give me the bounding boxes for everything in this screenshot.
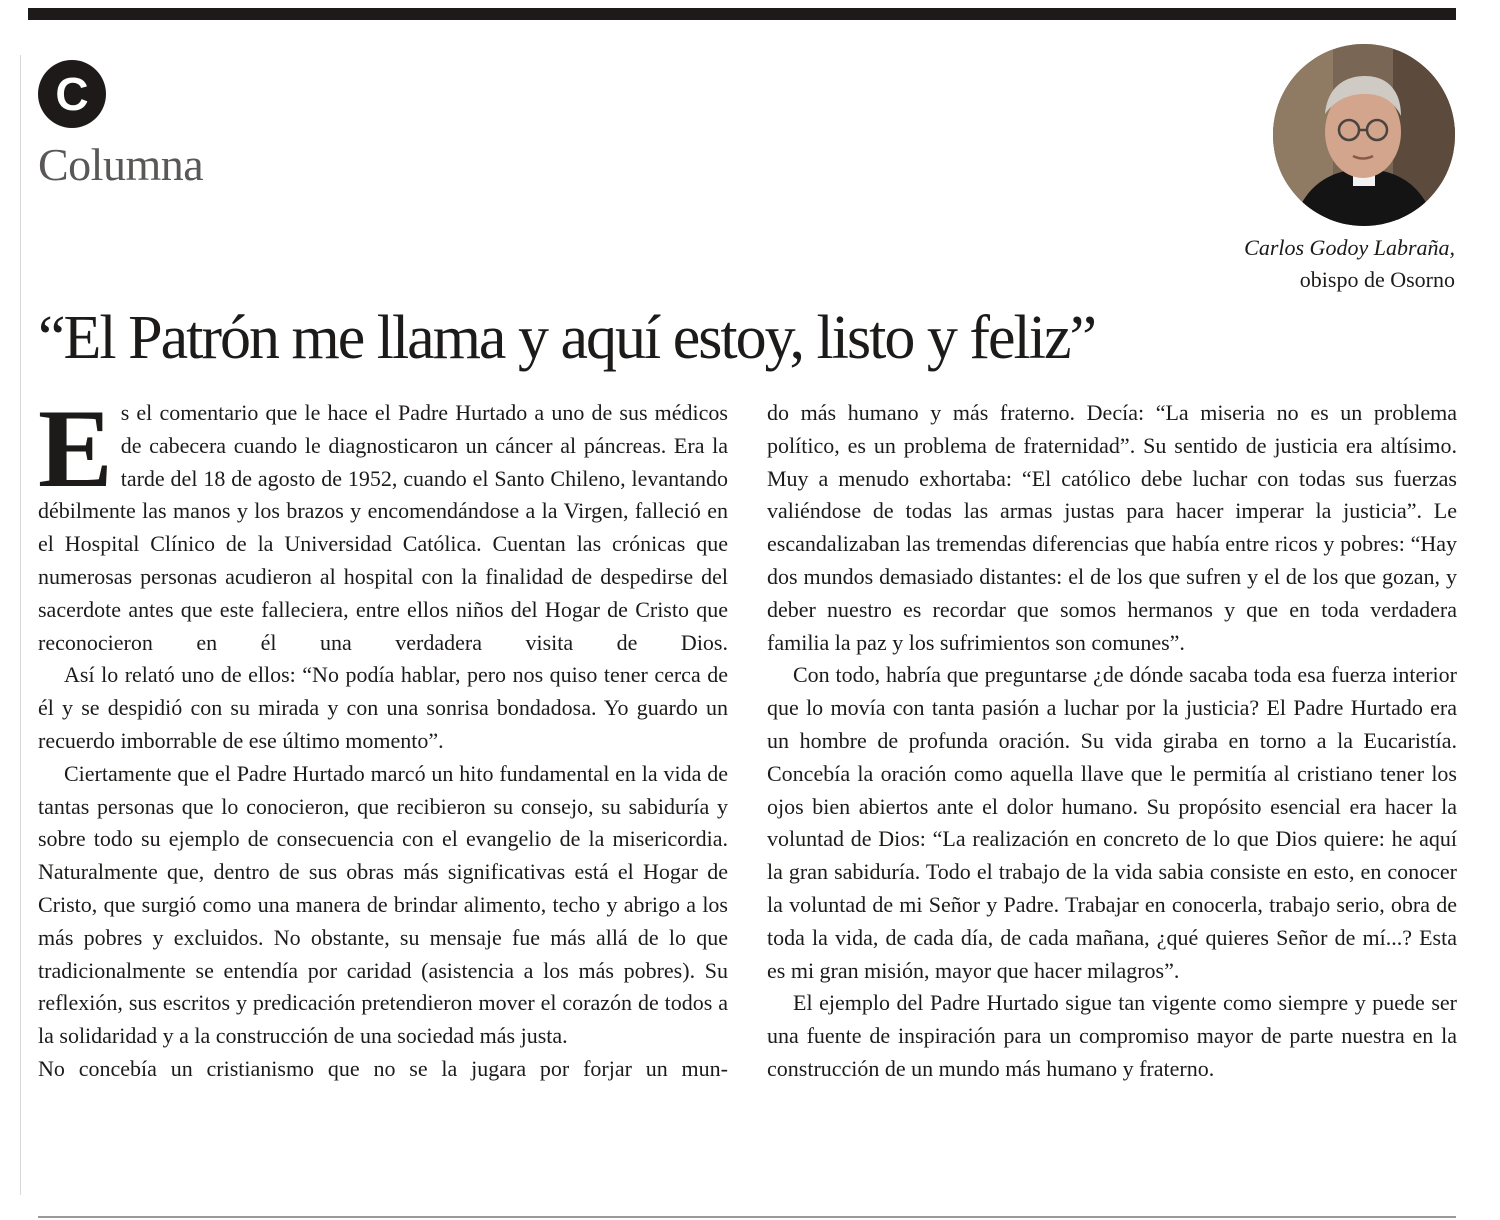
article-column-left xyxy=(38,387,728,1086)
article-paragraph: Con todo, habría que preguntarse ¿de dónde sacaba toda esa fuerza interior que lo movía con tanta pasión a luchar por la justicia? El Padre Hurtado era un hombre de profunda oración. Su vida giraba en torno a la Eucaristía. Concebía la oración como aquella llave que le permitía al cristiano tener los ojos bien abiertos ante el dolor humano. Su propósito esencial era hacer la voluntad de Dios: “La realización en concreto de lo que Dios quiere: he aquí la gran sabiduría. Todo el trabajo de la vida sabia consiste en esto, en conocer la voluntad de mi Señor y Padre. Trabajar en conocerla, trabajo serio, obra de toda la vida, de cada día, de cada mañana, ¿qué quieres Señor de mí...? Esta es mi gran misión, mayor que hacer milagros”. xyxy=(767,662,1457,983)
top-rule xyxy=(28,8,1456,20)
author-portrait-icon xyxy=(1273,44,1455,226)
article-column-right xyxy=(767,397,1457,1086)
article-paragraph xyxy=(38,387,728,659)
left-margin-rule xyxy=(20,55,21,1195)
article-paragraph: Así lo relató uno de ellos: “No podía hablar, pero nos quiso tener cerca de él y se despidió con su mirada y con una sonrisa bondadosa. Yo guardo un recuerdo imborrable de ese último momento”. xyxy=(38,662,728,753)
drop-cap: E xyxy=(38,387,113,511)
article-paragraph: No concebía un cristianismo que no se la jugara por forjar un mun- xyxy=(38,1055,728,1081)
author-role: obispo de Osorno xyxy=(1299,267,1455,292)
bottom-rule xyxy=(38,1216,1456,1218)
headline: “El Patrón me llama y aquí estoy, listo y feliz” xyxy=(38,304,1095,372)
article-paragraph: do más humano y más fraterno. Decía: “La miseria no es un problema político, es un problema de fraternidad”. Su sentido de justicia era altísimo. Muy a menudo exhortaba: “El católico debe luchar con todas sus fuerzas valiéndose de todas las armas justas para hacer imperar la justicia”. Le escandalizaban las tremendas diferencias que había entre ricos y pobres: “Hay dos mundos demasiado distantes: el de los que sufren y el de los que gozan, y deber nuestro es recordar que somos hermanos y que en toda verdadera familia la paz y los sufrimientos son comunes”. xyxy=(767,400,1457,655)
section-badge: C xyxy=(38,60,106,128)
section-label: Columna xyxy=(38,139,204,190)
article-paragraph: El ejemplo del Padre Hurtado sigue tan vigente como siempre y puede ser una fuente de inspiración para un compromiso mayor de parte nuestra en la construcción de un mundo más humano y fraterno. xyxy=(767,990,1457,1081)
article-paragraph: Ciertamente que el Padre Hurtado marcó un hito fundamental en la vida de tantas personas que lo conocieron, que recibieron su consejo, su sabiduría y sobre todo su ejemplo de consecuencia con el evangelio de la misericordia. Naturalmente que, dentro de sus obras más significativas está el Hogar de Cristo, que surgió como una manera de brindar alimento, techo y abrigo a los más pobres y excluidos. No obstante, su mensaje fue más allá de lo que tradicionalmente se entendía por caridad (asistencia a los más pobres). Su reflexión, sus escritos y predicación pretendieron mover el corazón de todos a la solidaridad y a la construcción de una sociedad más justa. xyxy=(38,760,728,1049)
author-byline xyxy=(1244,232,1455,296)
paragraph-text: s el comentario que le hace el Padre Hurtado a uno de sus médicos de cabecera cuando le diagnosticaron un cáncer al páncreas. Era la tarde del 18 de agosto de 1952, cuando el Santo Chileno, levantando débilmente las manos y los brazos y encomendándose a la Virgen, falleció en el Hospital Clínico de la Universidad Católica. Cuentan las crónicas que numerosas personas acudieron al hospital con la finalidad de despedirse del sacerdote antes que este falleciera, entre ellos niños del Hogar de Cristo que reconocieron en él una verdadera visita de Dios. xyxy=(38,400,728,655)
author-name: Carlos Godoy Labraña, xyxy=(1244,235,1455,260)
